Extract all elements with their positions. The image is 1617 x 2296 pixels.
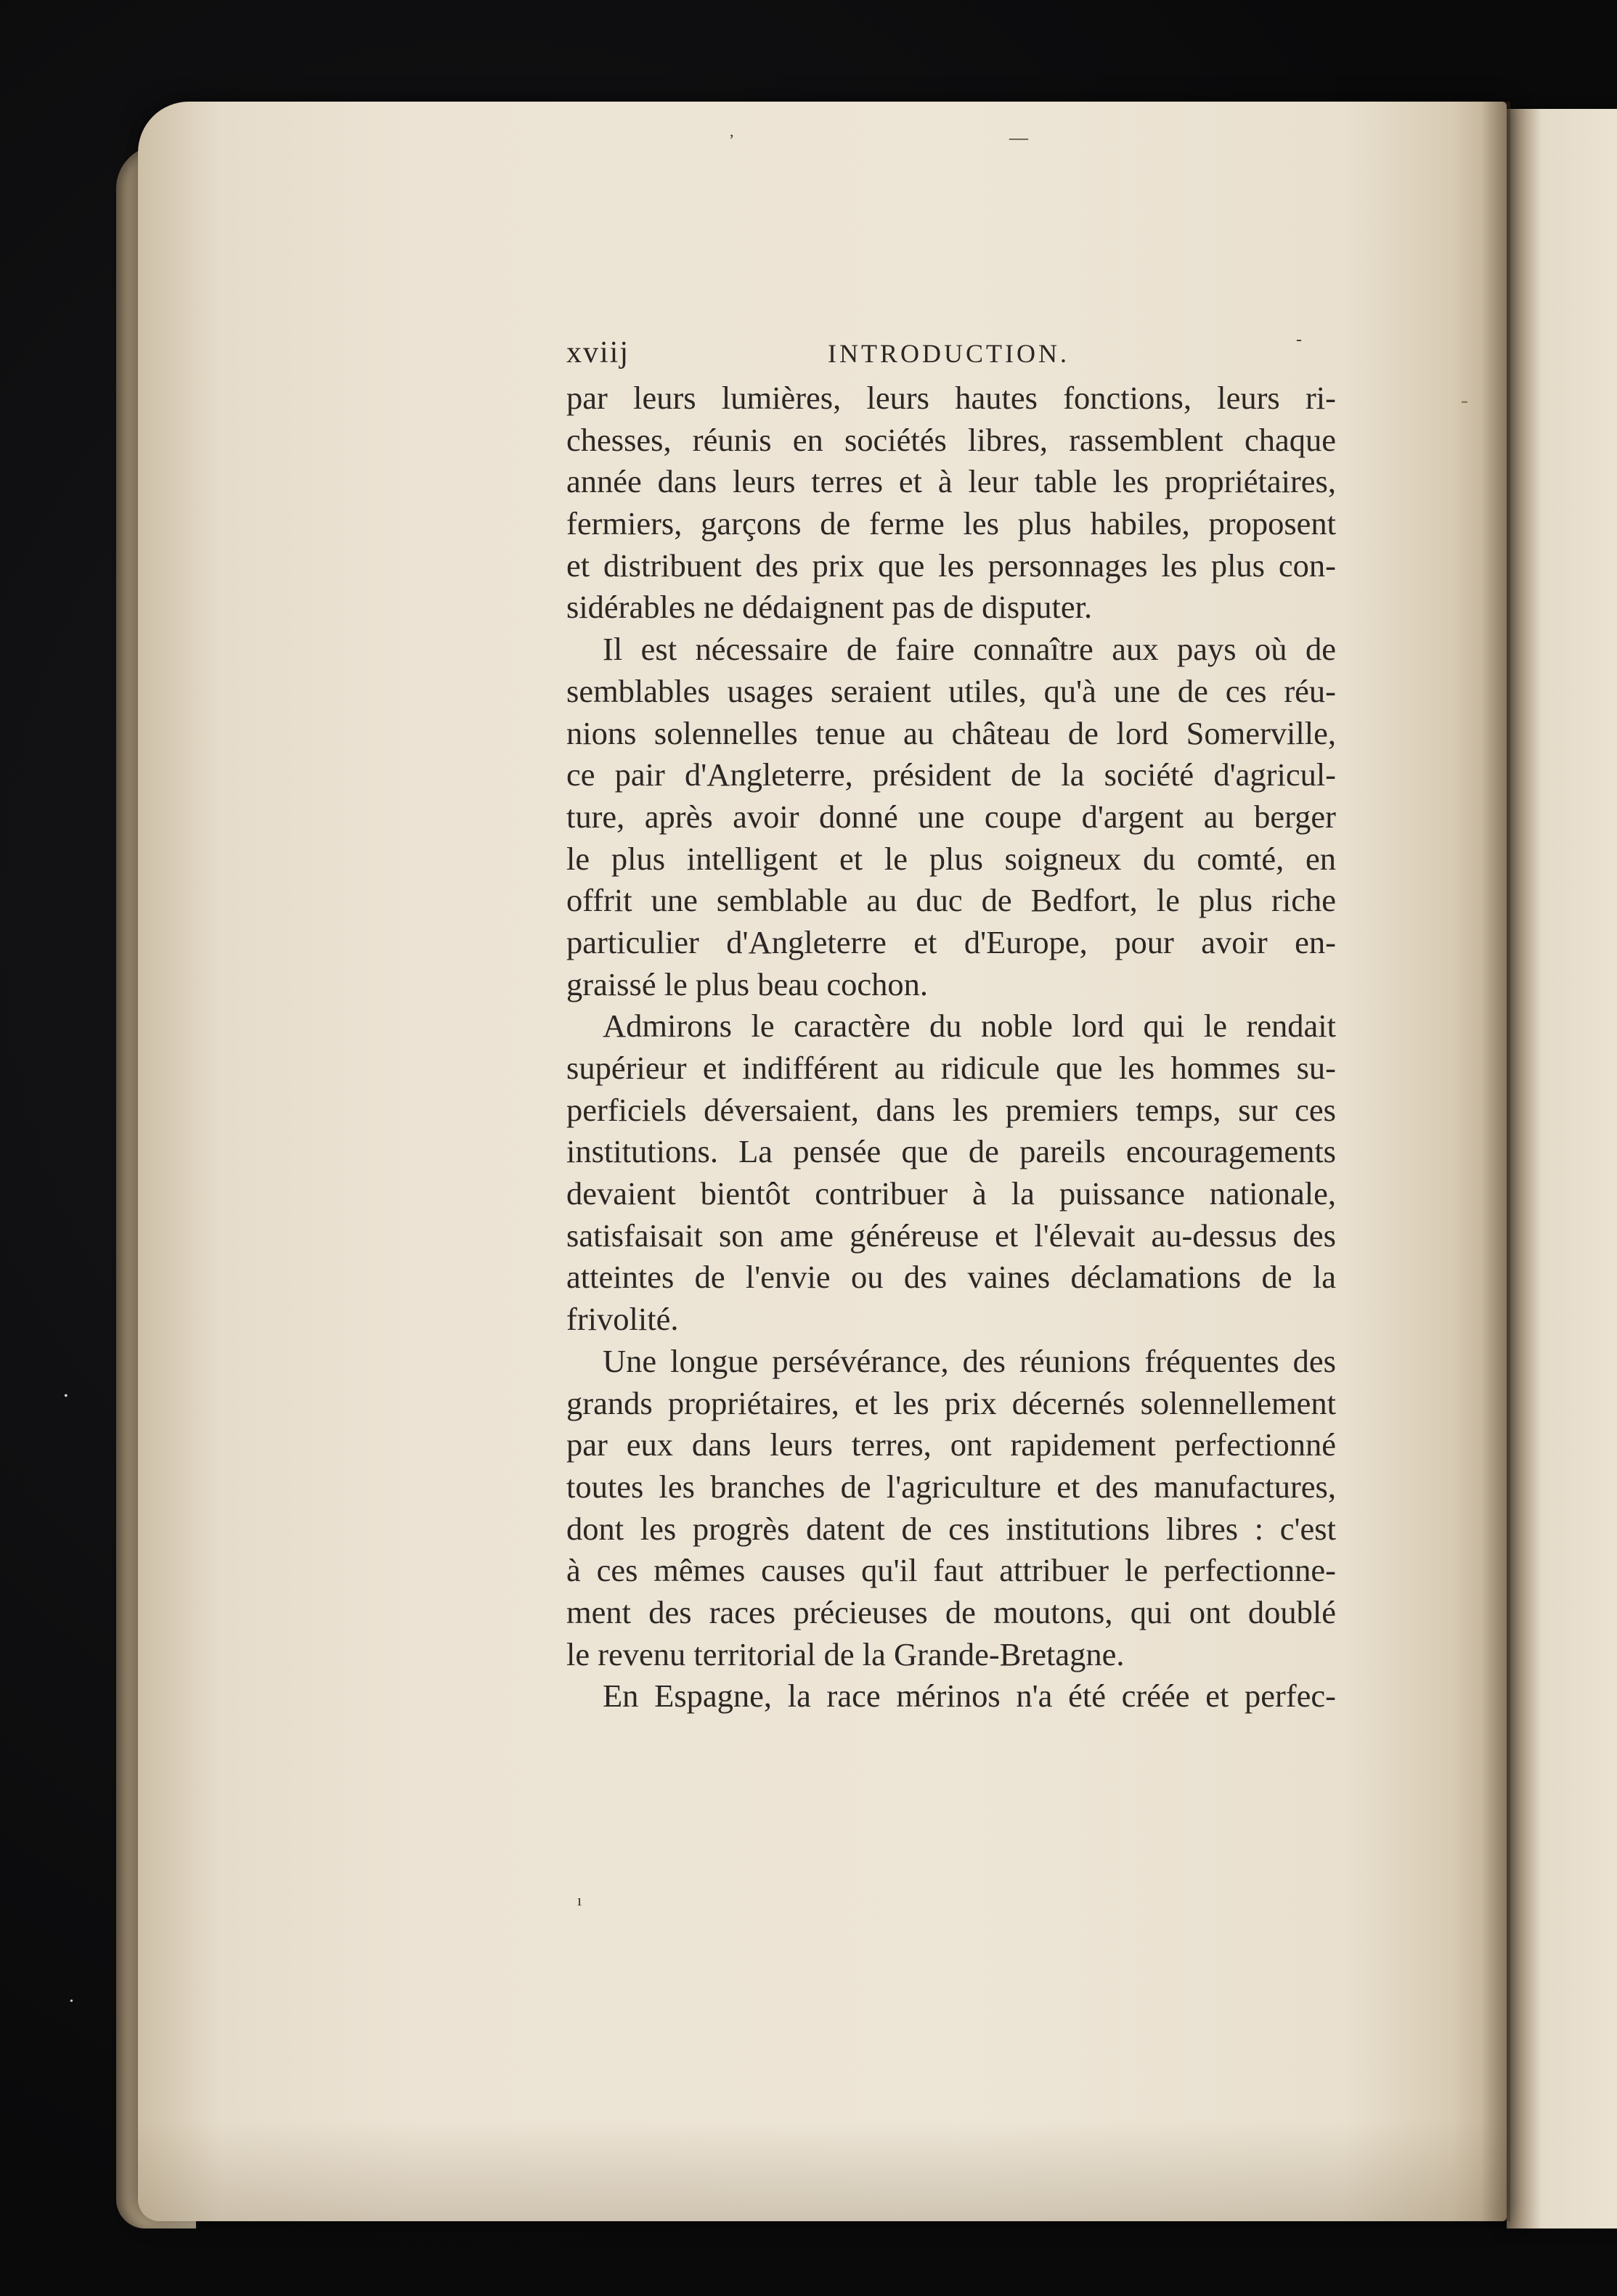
text-line: à ces mêmes causes qu'il faut attribuer le perfectionne- (566, 1552, 1336, 1589)
text-line: atteintes de l'envie ou des vaines déclamations de la (566, 1259, 1336, 1296)
text-line: sidérables ne dédaignent pas de disputer. (566, 589, 1093, 626)
specks: ı (577, 1891, 582, 1909)
text-line: et distribuent des prix que les personnages les plus con- (566, 547, 1336, 584)
text-line: ment des races précieuses de moutons, qui ont doublé (566, 1593, 1336, 1630)
page-gutter-shadow (1481, 102, 1510, 2221)
text-line: En Espagne, la race mérinos n'a été créée et perfec- (603, 1678, 1336, 1715)
body-text (566, 377, 1336, 1717)
text-line: le revenu territorial de la Grande-Bretagne. (566, 1635, 1125, 1672)
text-line: grands propriétaires, et les prix décernés solennellement (566, 1384, 1336, 1421)
text-line: devaient bientôt contribuer à la puissance nationale, (566, 1175, 1336, 1212)
text-line: nions solennelles tenue au château de lord Somerville, (566, 714, 1336, 751)
specks: • (70, 1996, 73, 2007)
text-line: toutes les branches de l'agriculture et des manufactures, (566, 1468, 1336, 1505)
page-number: xviij (566, 336, 630, 369)
specks: - (1461, 388, 1468, 412)
text-line: institutions. La pensée que de pareils encouragements (566, 1133, 1336, 1170)
text-line: perficiels déversaient, dans les premiers temps, sur ces (566, 1091, 1336, 1128)
text-line: par leurs lumières, leurs hautes fonctions, leurs ri- (566, 380, 1336, 416)
text-line: supérieur et indifférent au ridicule que les hommes su- (566, 1050, 1336, 1086)
text-line: semblables usages seraient utiles, qu'à une de ces réu- (566, 672, 1336, 709)
specks: — (1009, 127, 1028, 148)
text-line: Une longue persévérance, des réunions fréquentes des (603, 1342, 1336, 1379)
text-line: chesses, réunis en sociétés libres, rassemblent chaque (566, 421, 1336, 458)
text-line: offrit une semblable au duc de Bedfort, le plus riche (566, 882, 1336, 919)
specks: • (64, 1390, 68, 1402)
text-line: Il est nécessaire de faire connaître aux pays où de (603, 631, 1336, 668)
text-line: année dans leurs terres et à leur table les propriétaires, (566, 463, 1336, 500)
specks: - (1296, 330, 1302, 349)
facing-page (1507, 109, 1617, 2228)
text-line: par eux dans leurs terres, ont rapidement perfectionné (566, 1426, 1336, 1463)
text-line: frivolité. (566, 1301, 679, 1338)
text-line: graissé le plus beau cochon. (566, 965, 928, 1002)
specks: , (730, 122, 734, 140)
text-line: satisfaisait son ame généreuse et l'élevait au-dessus des (566, 1217, 1336, 1254)
text-line: Admirons le caractère du noble lord qui le rendait (603, 1008, 1336, 1045)
text-line: dont les progrès datent de ces institutions libres : c'est (566, 1510, 1336, 1547)
text-line: ce pair d'Angleterre, président de la société d'agricul- (566, 756, 1336, 793)
text-line: particulier d'Angleterre et d'Europe, pour avoir en- (566, 923, 1336, 960)
text-line: le plus intelligent et le plus soigneux du comté, en (566, 840, 1336, 877)
page-header (566, 335, 1336, 379)
text-line: ture, après avoir donné une coupe d'argent au berger (566, 798, 1336, 835)
text-line: fermiers, garçons de ferme les plus habiles, proposent (566, 505, 1336, 542)
running-title: INTRODUCTION. (828, 339, 1070, 368)
